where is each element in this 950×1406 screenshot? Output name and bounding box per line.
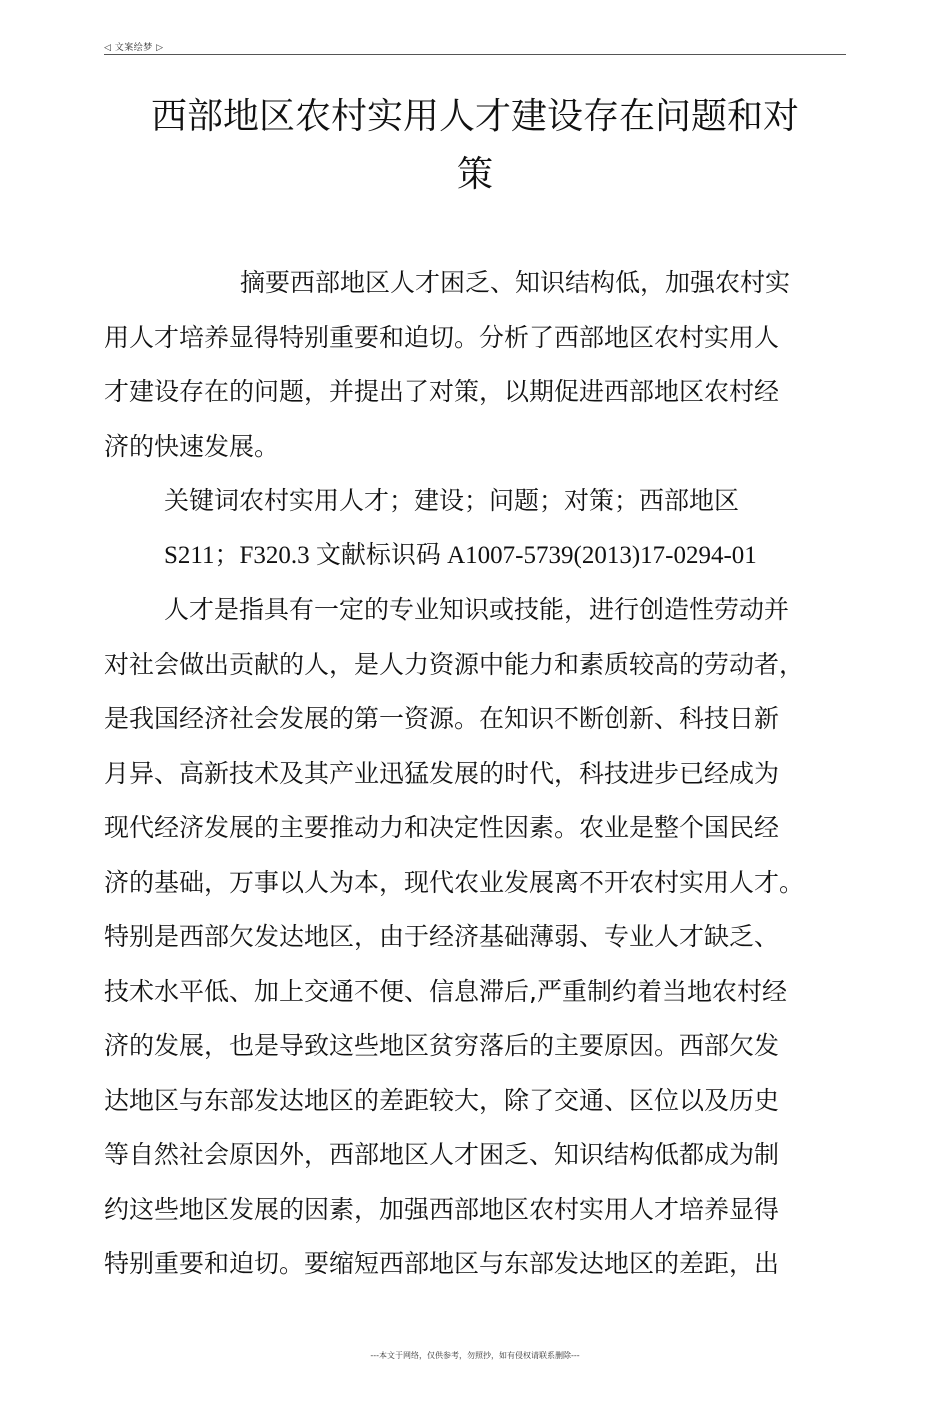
title-line-1: 西部地区农村实用人才建设存在问题和对 [150,96,799,137]
body-line: 现代经济发展的主要推动力和决定性因素。农业是整个国民经 [104,813,780,842]
abstract-paragraph [104,256,846,474]
abstract-line: 才建设存在的问题，并提出了对策，以期促进西部地区农村经 [104,377,780,406]
title-line-2: 策 [456,154,493,195]
header-divider [104,54,846,55]
body-paragraph [104,583,846,1292]
body-line: 约这些地区发展的因素，加强西部地区农村实用人才培养显得 [104,1194,780,1224]
body-line: 人才是指具有一定的专业知识或技能，进行创造性劳动并 [164,595,790,624]
classification-line: S211；F320.3 文献标识码 A1007-5739(2013)17-0294-01 [164,541,757,569]
body-line: 特别重要和迫切。要缩短西部地区与东部发达地区的差距，出 [104,1249,780,1278]
keywords-line: 关键词农村实用人才；建设；问题；对策；西部地区 [164,486,740,515]
body-line: 是我国经济社会发展的第一资源。在知识不断创新、科技日新 [104,704,780,733]
body-line: 特别是西部欠发达地区，由于经济基础薄弱、专业人才缺乏、 [104,922,780,951]
body-line: 技术水平低、加上交通不便、信息滞后,严重制约着当地农村经 [104,976,787,1006]
abstract-line: 用人才培养显得特别重要和迫切。分析了西部地区农村实用人 [104,322,780,352]
body-line: 达地区与东部发达地区的差距较大，除了交通、区位以及历史 [104,1085,780,1115]
body-line: 月异、高新技术及其产业迅猛发展的时代，科技进步已经成为 [104,758,780,788]
body-line: 等自然社会原因外，西部地区人才困乏、知识结构低都成为制 [104,1140,780,1169]
document-title [104,88,846,204]
page-footer: ---本文于网络，仅供参考，勿照抄，如有侵权请联系删除--- [370,1351,580,1360]
body-line: 对社会做出贡献的人，是人力资源中能力和素质较高的劳动者， [104,649,805,679]
body-line: 济的基础，万事以人为本，现代农业发展离不开农村实用人才。 [104,867,805,897]
document-body [104,256,846,1292]
body-line: 济的发展，也是导致这些地区贫穷落后的主要原因。西部欠发 [104,1031,780,1060]
abstract-line: 摘要西部地区人才困乏、知识结构低，加强农村实 [240,268,791,297]
abstract-line: 济的快速发展。 [104,431,280,461]
page-header: ◁ 文案绘梦 ▷ [104,43,164,53]
